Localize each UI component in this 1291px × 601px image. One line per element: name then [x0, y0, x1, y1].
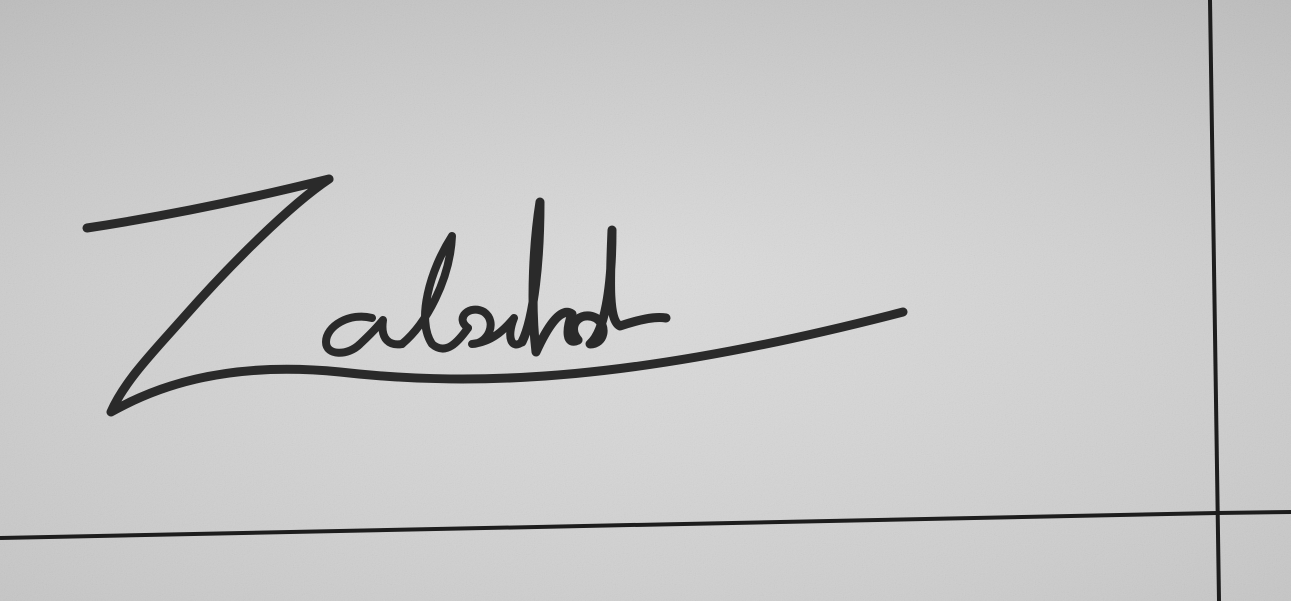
signature-as-stroke: [463, 310, 522, 345]
signature-d-stroke: [573, 230, 666, 344]
signature-l-stroke: [402, 236, 468, 349]
horizontal-rule-line-right: [1217, 512, 1291, 513]
signature-o-stroke: [326, 317, 402, 353]
vertical-rule-line: [1210, 0, 1219, 601]
signature-z-stroke: [87, 179, 903, 412]
horizontal-rule-line: [0, 513, 1217, 538]
